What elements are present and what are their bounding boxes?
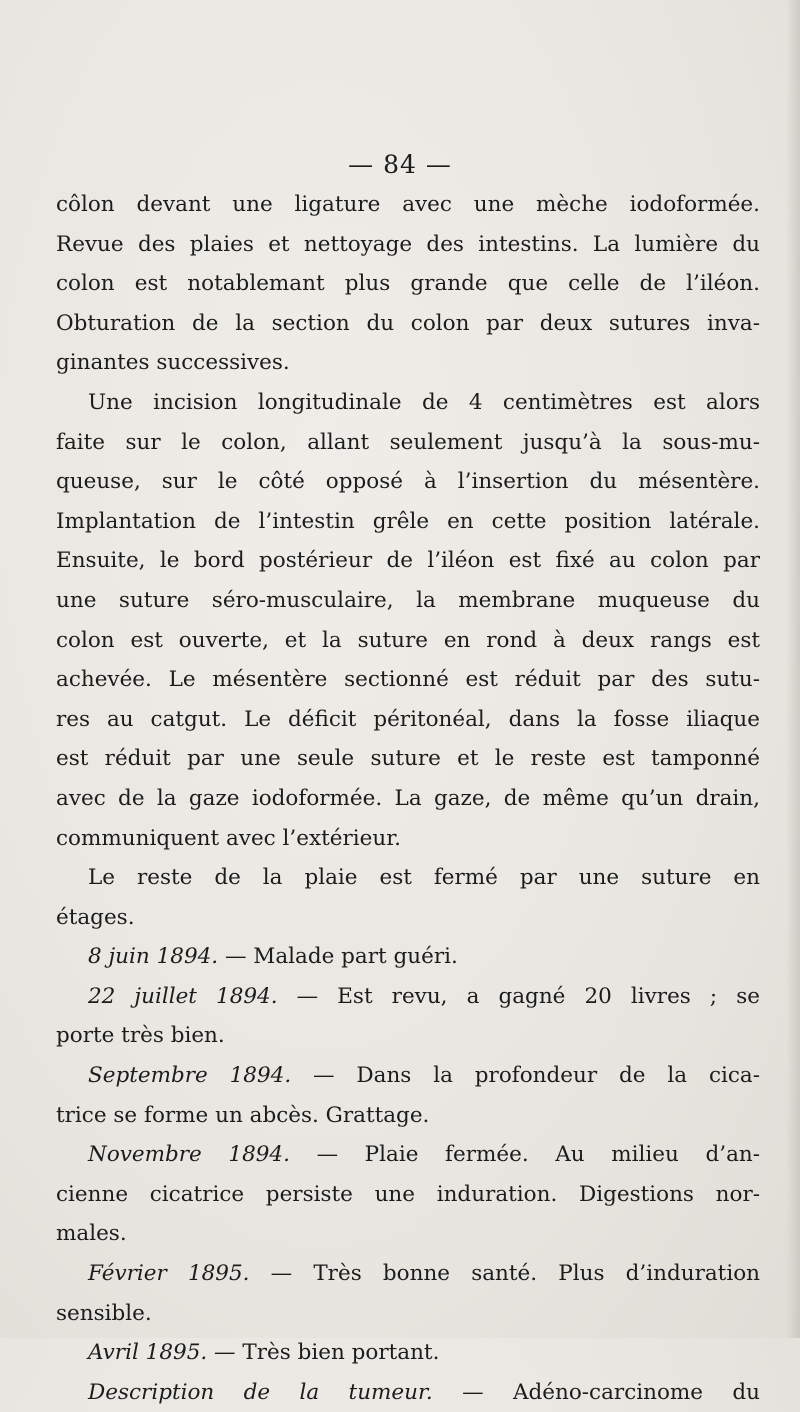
line-text: — Malade part guéri. (218, 944, 458, 970)
text-line (56, 1294, 760, 1334)
line-text: Une incision longitudinale de 4 centimètres est alors (88, 389, 760, 415)
line-text: faite sur le colon, allant seulement jusqu’à la sous-mu- (56, 429, 760, 455)
text-line (56, 660, 760, 700)
line-text: ginantes successives. (56, 350, 290, 376)
date-label: 22 juillet 1894. (88, 983, 278, 1009)
line-text: — Dans la profondeur de la cica- (291, 1063, 760, 1089)
line-text: — Plaie fermée. Au milieu d’an- (289, 1142, 760, 1168)
line-text: une suture séro-musculaire, la membrane muqueuse du (56, 587, 760, 613)
line-text: — Adéno-carcinome du (432, 1379, 760, 1405)
line-text: trice se forme un abcès. Grattage. (56, 1102, 430, 1128)
text-line (56, 1175, 760, 1215)
text-line (56, 621, 760, 661)
line-text: Le reste de la plaie est fermé par une suture en (88, 865, 760, 891)
line-text: porte très bien. (56, 1023, 225, 1049)
line-text: — Très bien portant. (207, 1340, 440, 1366)
line-text: males. (56, 1221, 127, 1247)
text-line (56, 581, 760, 621)
text-line (56, 858, 760, 898)
line-text: queuse, sur le côté opposé à l’insertion du mésentère. (56, 469, 760, 495)
text-line (56, 541, 760, 581)
text-line (56, 1373, 760, 1412)
date-label: Février 1895. (88, 1261, 250, 1287)
line-text: Obturation de la section du colon par deux sutures inva- (56, 310, 760, 336)
text-line (56, 1214, 760, 1254)
text-line (56, 343, 760, 383)
date-label: Avril 1895. (88, 1340, 208, 1366)
line-text: communiquent avec l’extérieur. (56, 825, 401, 851)
text-line (56, 1096, 760, 1136)
text-line (56, 1333, 760, 1373)
text-line (56, 185, 760, 225)
text-line (56, 700, 760, 740)
text-line (56, 423, 760, 463)
line-text: cienne cicatrice persiste une induration. Digestions nor- (56, 1181, 760, 1207)
line-text: Implantation de l’intestin grêle en cette position latérale. (56, 508, 760, 534)
date-label: Septembre 1894. (88, 1063, 292, 1089)
line-text: — Est revu, a gagné 20 livres ; se (277, 983, 760, 1009)
line-text: achevée. Le mésentère sectionné est réduit par des sutu- (56, 667, 760, 693)
line-text: étages. (56, 904, 135, 930)
text-line (56, 898, 760, 938)
text-line (56, 1254, 760, 1294)
text-line (56, 383, 760, 423)
line-text: sensible. (56, 1300, 152, 1326)
date-label: Novembre 1894. (88, 1142, 290, 1168)
line-text: colon est notablemant plus grande que celle de l’iléon. (56, 271, 760, 297)
body-text (56, 185, 760, 1412)
line-text: côlon devant une ligature avec une mèche iodoformée. (56, 192, 760, 217)
text-line (56, 462, 760, 502)
text-line (56, 937, 760, 977)
page-number: — 84 — (348, 150, 452, 179)
text-line (56, 779, 760, 819)
line-text: colon est ouverte, et la suture en rond à deux rangs est (56, 627, 760, 653)
line-text: — Très bonne santé. Plus d’induration (249, 1261, 760, 1287)
page-edge-shadow (786, 0, 800, 1338)
text-line (56, 264, 760, 304)
text-line (56, 1135, 760, 1175)
text-line (56, 977, 760, 1017)
text-line (56, 304, 760, 344)
text-line (56, 1016, 760, 1056)
text-line (56, 1056, 760, 1096)
text-line (56, 502, 760, 542)
text-line (56, 819, 760, 859)
date-label: 8 juin 1894. (88, 944, 219, 970)
line-text: avec de la gaze iodoformée. La gaze, de même qu’un drain, (56, 785, 760, 811)
date-label: Description de la tumeur. (88, 1379, 433, 1405)
text-line (56, 225, 760, 265)
text-line (56, 739, 760, 779)
line-text: Revue des plaies et nettoyage des intestins. La lumière du (56, 231, 760, 257)
line-text: res au catgut. Le déficit péritonéal, dans la fosse iliaque (56, 706, 760, 732)
line-text: Ensuite, le bord postérieur de l’iléon est fixé au colon par (56, 548, 760, 574)
line-text: est réduit par une seule suture et le reste est tamponné (56, 746, 760, 772)
